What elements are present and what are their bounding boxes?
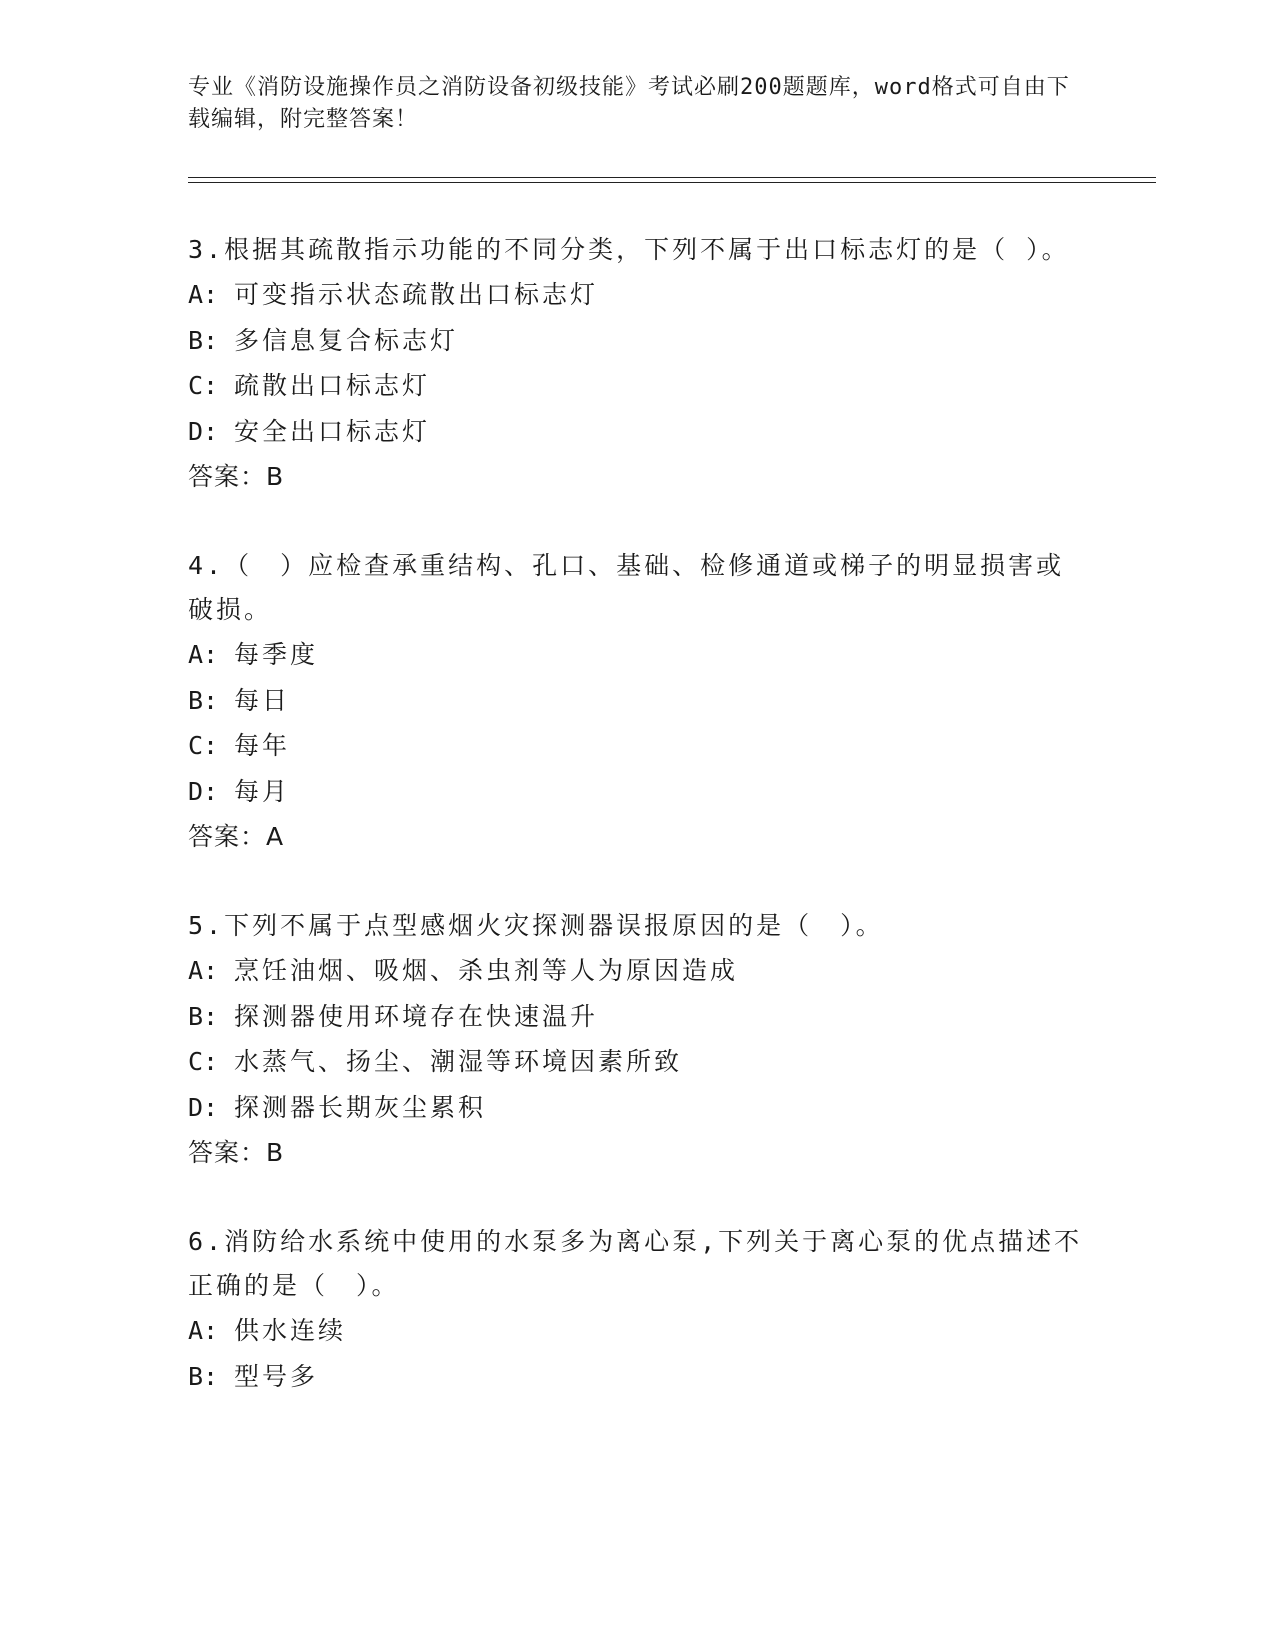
option-c bbox=[188, 363, 1088, 409]
option-text: 水蒸气、扬尘、潮湿等环境因素所致 bbox=[234, 1047, 683, 1076]
option-b bbox=[188, 994, 1088, 1040]
option-key: D: bbox=[188, 776, 219, 806]
option-text: 探测器使用环境存在快速温升 bbox=[234, 1001, 599, 1031]
option-text: 安全出口标志灯 bbox=[234, 416, 431, 446]
option-key: A: bbox=[188, 1316, 219, 1345]
option-key: A: bbox=[188, 280, 219, 309]
question-text: 5.下列不属于点型感烟火灾探测器误报原因的是（ ）。 bbox=[188, 911, 884, 940]
divider-line bbox=[188, 182, 1156, 183]
question-text: 6.消防给水系统中使用的水泵多为离心泵,下列关于离心泵的优点描述不正确的是（ ）。 bbox=[188, 1227, 1083, 1300]
option-key: D: bbox=[188, 1092, 219, 1122]
option-b bbox=[188, 318, 1088, 364]
option-text: 探测器长期灰尘累积 bbox=[234, 1092, 487, 1122]
option-key: B: bbox=[188, 1361, 219, 1391]
option-text: 疏散出口标志灯 bbox=[234, 371, 431, 400]
option-key: D: bbox=[188, 416, 219, 446]
document-intro: 专业《消防设施操作员之消防设备初级技能》考试必刷200题题库，word格式可自由下载编辑，附完整答案！ bbox=[188, 75, 1070, 132]
option-text: 每月 bbox=[234, 776, 291, 806]
option-text: 每日 bbox=[234, 685, 291, 715]
option-text: 可变指示状态疏散出口标志灯 bbox=[234, 280, 599, 309]
option-d bbox=[188, 769, 1088, 815]
question-text: 4.（ ）应检查承重结构、孔口、基础、检修通道或梯子的明显损害或破损。 bbox=[188, 551, 1065, 624]
option-b bbox=[188, 678, 1088, 724]
option-key: C: bbox=[188, 1047, 219, 1076]
divider-line bbox=[188, 177, 1156, 178]
option-key: A: bbox=[188, 956, 219, 985]
question-list bbox=[188, 228, 1088, 1443]
option-key: A: bbox=[188, 640, 219, 669]
question-text: 3.根据其疏散指示功能的不同分类，下列不属于出口标志灯的是（ ）。 bbox=[188, 235, 1070, 264]
option-b bbox=[188, 1354, 1088, 1400]
option-key: B: bbox=[188, 685, 219, 715]
question-3 bbox=[188, 228, 1088, 500]
question-4 bbox=[188, 544, 1088, 860]
option-key: B: bbox=[188, 325, 219, 355]
option-c bbox=[188, 723, 1088, 769]
option-text: 多信息复合标志灯 bbox=[234, 325, 459, 355]
option-text: 每季度 bbox=[234, 640, 319, 669]
option-text: 型号多 bbox=[234, 1361, 319, 1391]
option-a bbox=[188, 272, 1088, 318]
option-text: 烹饪油烟、吸烟、杀虫剂等人为原因造成 bbox=[234, 956, 739, 985]
option-c bbox=[188, 1039, 1088, 1085]
option-d bbox=[188, 1085, 1088, 1131]
option-d bbox=[188, 409, 1088, 455]
answer-line: 答案：B bbox=[188, 1138, 285, 1167]
option-key: C: bbox=[188, 371, 219, 400]
answer-line: 答案：B bbox=[188, 462, 285, 491]
answer-line: 答案：A bbox=[188, 822, 285, 851]
option-key: B: bbox=[188, 1001, 219, 1031]
option-text: 每年 bbox=[234, 731, 291, 760]
question-6 bbox=[188, 1220, 1088, 1399]
option-text: 供水连续 bbox=[234, 1316, 347, 1345]
option-a bbox=[188, 948, 1088, 994]
question-5 bbox=[188, 904, 1088, 1176]
option-a bbox=[188, 632, 1088, 678]
option-a bbox=[188, 1308, 1088, 1354]
option-key: C: bbox=[188, 731, 219, 760]
